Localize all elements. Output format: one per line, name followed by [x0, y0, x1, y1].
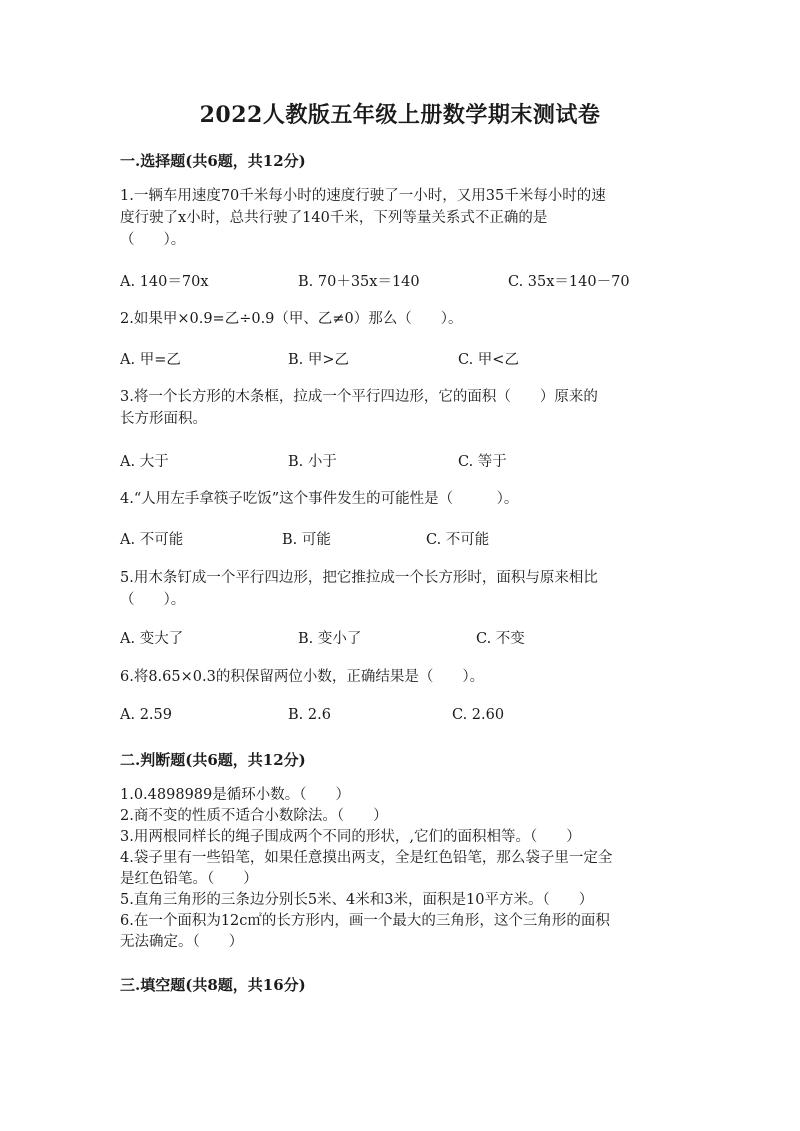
q2-option-c: C. 甲<乙: [458, 352, 519, 368]
q5-option-c: C. 不变: [476, 631, 525, 647]
q5-option-a: A. 变大了: [120, 631, 184, 647]
question-line: 长方形面积。: [120, 411, 207, 427]
section-heading-judgement: 二.判断题(共6题，共12分): [120, 751, 306, 769]
question-4-text: [120, 488, 680, 510]
judgement-line-6a: 6.在一个面积为12c㎡的长方形内，画一个最大的三角形，这个三角形的面积: [120, 913, 610, 929]
q2-option-a: A. 甲=乙: [120, 352, 181, 368]
question-line: 1.一辆车用速度70千米每小时的速度行驶了一小时，又用35千米每小时的速: [120, 188, 606, 204]
q3-option-c: C. 等于: [458, 454, 507, 470]
q6-option-b: B. 2.6: [288, 707, 331, 723]
page-title: 2022人教版五年级上册数学期末测试卷: [199, 102, 601, 128]
question-6-text: [120, 666, 680, 688]
question-line: 2.如果甲×0.9=乙÷0.9（甲、乙≠0）那么（ ）。: [120, 311, 463, 327]
judgement-line-1: 1.0.4898989是循环小数。（ ）: [120, 787, 350, 803]
q4-option-b: B. 可能: [282, 532, 331, 548]
question-1-text: [120, 185, 680, 251]
section-heading-fill-blank: 三.填空题(共8题，共16分): [120, 976, 306, 994]
q1-option-c: C. 35x＝140－70: [508, 274, 630, 290]
judgement-line-2: 2.商不变的性质不适合小数除法。（ ）: [120, 808, 388, 824]
question-line: （ ）。: [120, 232, 186, 248]
question-line: 5.用木条钉成一个平行四边形，把它推拉成一个长方形时，面积与原来相比: [120, 570, 598, 586]
q6-option-c: C. 2.60: [452, 707, 505, 723]
question-5-text: [120, 567, 680, 611]
section-heading-choice: 一.选择题(共6题，共12分): [120, 152, 306, 170]
q1-option-b: B. 70＋35x＝140: [298, 274, 420, 290]
q2-option-b: B. 甲>乙: [288, 352, 350, 368]
question-2-text: [120, 308, 680, 330]
judgement-line-4a: 4.袋子里有一些铅笔，如果任意摸出两支，全是红色铅笔，那么袋子里一定全: [120, 850, 613, 866]
question-line: 度行驶了x小时，总共行驶了140千米，下列等量关系式不正确的是: [120, 210, 548, 226]
judgement-line-5: 5.直角三角形的三条边分别长5米、4米和3米，面积是10平方米。（ ）: [120, 892, 594, 908]
q6-option-a: A. 2.59: [120, 707, 172, 723]
q5-option-b: B. 变小了: [298, 631, 362, 647]
q3-option-b: B. 小于: [288, 454, 337, 470]
q4-option-a: A. 不可能: [120, 532, 184, 548]
q4-option-c: C. 不可能: [426, 532, 490, 548]
judgement-line-6b: 无法确定。（ ）: [120, 934, 244, 950]
judgement-line-4b: 是红色铅笔。（ ）: [120, 871, 258, 887]
question-line: 3.将一个长方形的木条框，拉成一个平行四边形，它的面积（ ）原来的: [120, 389, 598, 405]
question-line: 6.将8.65×0.3的积保留两位小数，正确结果是（ ）。: [120, 669, 485, 685]
question-line: 4.“人用左手拿筷子吃饭”这个事件发生的可能性是（ ）。: [120, 491, 519, 507]
q3-option-a: A. 大于: [120, 454, 169, 470]
judgement-line-3: 3.用两根同样长的绳子围成两个不同的形状，,它们的面积相等。（ ）: [120, 829, 581, 845]
q1-option-a: A. 140＝70x: [120, 274, 209, 290]
question-3-text: [120, 386, 680, 430]
question-line: （ ）。: [120, 592, 186, 608]
